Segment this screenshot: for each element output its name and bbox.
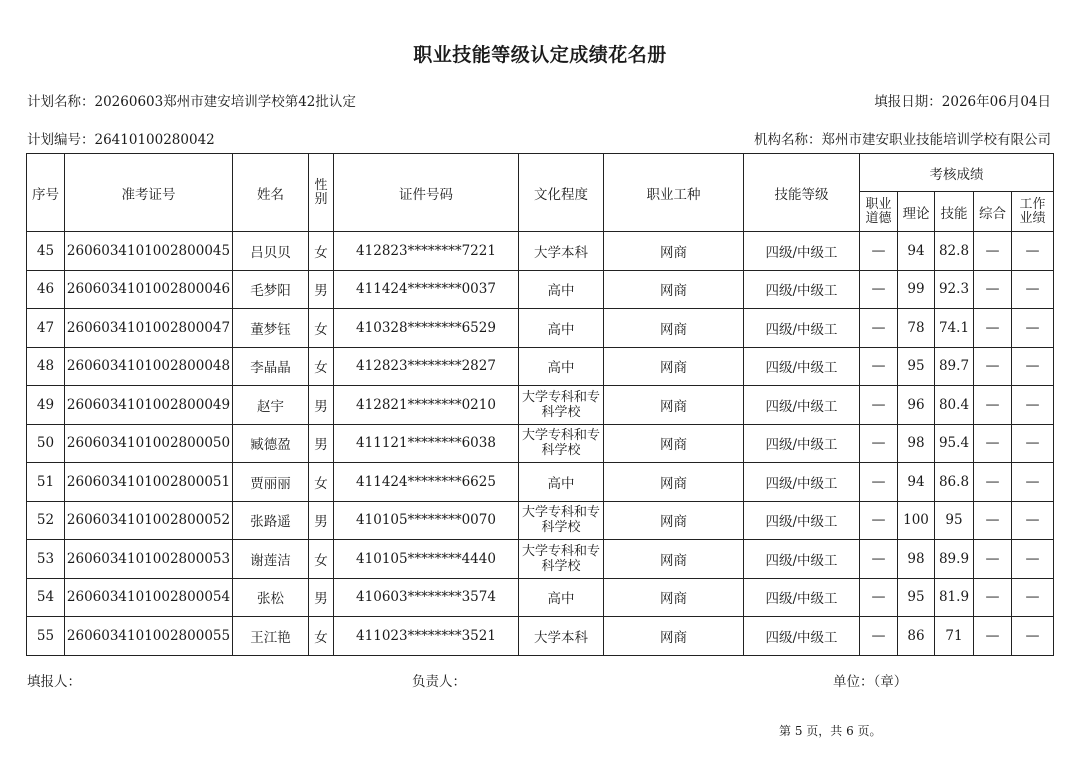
cell-overall: — — [974, 540, 1012, 579]
cell-job: 网商 — [604, 501, 744, 540]
cell-ticket: 2606034101002800050 — [65, 424, 233, 463]
cell-ethics: — — [860, 617, 898, 656]
cell-overall: — — [974, 347, 1012, 386]
cell-overall: — — [974, 501, 1012, 540]
cell-performance: — — [1012, 347, 1054, 386]
cell-overall: — — [974, 309, 1012, 348]
header-scores: 考核成绩 — [860, 154, 1054, 192]
cell-id: 411424********0037 — [334, 270, 519, 309]
cell-name: 谢莲洁 — [233, 540, 309, 579]
cell-performance: — — [1012, 386, 1054, 425]
cell-level: 四级/中级工 — [744, 309, 860, 348]
cell-gender: 男 — [309, 386, 334, 425]
header-gender — [309, 154, 334, 232]
cell-skill: 95 — [935, 501, 974, 540]
cell-id: 412823********2827 — [334, 347, 519, 386]
header-ethics-label: 职业道德 — [865, 196, 892, 226]
header-skill: 技能 — [935, 192, 974, 232]
cell-edu — [519, 424, 604, 463]
cell-ticket: 2606034101002800055 — [65, 617, 233, 656]
header-gender-label: 性别 — [314, 177, 328, 207]
cell-ethics: — — [860, 540, 898, 579]
cell-level: 四级/中级工 — [744, 424, 860, 463]
cell-performance: — — [1012, 578, 1054, 617]
cell-level: 四级/中级工 — [744, 232, 860, 271]
table-row — [27, 347, 1054, 386]
cell-id: 410603********3574 — [334, 578, 519, 617]
cell-ticket: 2606034101002800047 — [65, 309, 233, 348]
cell-edu-text: 大学专科和专科学校 — [522, 543, 601, 574]
cell-ethics: — — [860, 347, 898, 386]
cell-skill: 92.3 — [935, 270, 974, 309]
cell-level: 四级/中级工 — [744, 540, 860, 579]
cell-gender: 女 — [309, 617, 334, 656]
cell-edu: 大学本科 — [519, 232, 604, 271]
cell-name: 张路遥 — [233, 501, 309, 540]
header-job: 职业工种 — [604, 154, 744, 232]
cell-theory: 96 — [898, 386, 935, 425]
page-title: 职业技能等级认定成绩花名册 — [413, 44, 667, 66]
header-performance — [1012, 192, 1054, 232]
table-row — [27, 386, 1054, 425]
cell-job: 网商 — [604, 424, 744, 463]
cell-ethics: — — [860, 463, 898, 502]
cell-skill: 81.9 — [935, 578, 974, 617]
footer-responsible: 负责人： — [412, 674, 466, 690]
cell-edu-text: 大学专科和专科学校 — [522, 389, 601, 420]
cell-seq: 45 — [27, 232, 65, 271]
cell-seq: 54 — [27, 578, 65, 617]
cell-overall: — — [974, 617, 1012, 656]
header-theory: 理论 — [898, 192, 935, 232]
table-row — [27, 463, 1054, 502]
cell-performance: — — [1012, 463, 1054, 502]
cell-job: 网商 — [604, 540, 744, 579]
cell-edu: 高中 — [519, 309, 604, 348]
cell-seq: 48 — [27, 347, 65, 386]
cell-name: 臧德盈 — [233, 424, 309, 463]
cell-overall: — — [974, 232, 1012, 271]
cell-name: 董梦钰 — [233, 309, 309, 348]
cell-ethics: — — [860, 309, 898, 348]
cell-theory: 98 — [898, 540, 935, 579]
cell-id: 410105********0070 — [334, 501, 519, 540]
cell-id: 411121********6038 — [334, 424, 519, 463]
cell-job: 网商 — [604, 617, 744, 656]
cell-edu — [519, 540, 604, 579]
cell-gender: 女 — [309, 463, 334, 502]
cell-name: 吕贝贝 — [233, 232, 309, 271]
cell-job: 网商 — [604, 578, 744, 617]
table-row — [27, 617, 1054, 656]
cell-level: 四级/中级工 — [744, 578, 860, 617]
cell-level: 四级/中级工 — [744, 347, 860, 386]
cell-theory: 95 — [898, 578, 935, 617]
cell-level: 四级/中级工 — [744, 386, 860, 425]
cell-theory: 94 — [898, 463, 935, 502]
cell-ticket: 2606034101002800046 — [65, 270, 233, 309]
cell-id: 411023********3521 — [334, 617, 519, 656]
header-edu: 文化程度 — [519, 154, 604, 232]
cell-edu: 大学本科 — [519, 617, 604, 656]
table-row — [27, 578, 1054, 617]
cell-seq: 46 — [27, 270, 65, 309]
cell-overall: — — [974, 386, 1012, 425]
cell-gender: 女 — [309, 232, 334, 271]
plan-code: 计划编号：26410100280042 — [27, 132, 215, 148]
header-overall: 综合 — [974, 192, 1012, 232]
cell-performance: — — [1012, 617, 1054, 656]
cell-theory: 100 — [898, 501, 935, 540]
header-level: 技能等级 — [744, 154, 860, 232]
header-id: 证件号码 — [334, 154, 519, 232]
cell-job: 网商 — [604, 463, 744, 502]
cell-theory: 78 — [898, 309, 935, 348]
cell-gender: 女 — [309, 347, 334, 386]
cell-performance: — — [1012, 309, 1054, 348]
cell-skill: 86.8 — [935, 463, 974, 502]
cell-level: 四级/中级工 — [744, 463, 860, 502]
cell-level: 四级/中级工 — [744, 617, 860, 656]
header-performance-label: 工作业绩 — [1019, 196, 1046, 226]
cell-gender: 女 — [309, 309, 334, 348]
cell-ethics: — — [860, 270, 898, 309]
table-row — [27, 540, 1054, 579]
cell-name: 贾丽丽 — [233, 463, 309, 502]
cell-ticket: 2606034101002800054 — [65, 578, 233, 617]
footer-reporter: 填报人： — [27, 674, 81, 690]
cell-overall: — — [974, 424, 1012, 463]
roster-table — [26, 153, 1054, 656]
cell-job: 网商 — [604, 309, 744, 348]
cell-id: 410328********6529 — [334, 309, 519, 348]
cell-ticket: 2606034101002800051 — [65, 463, 233, 502]
cell-seq: 55 — [27, 617, 65, 656]
cell-level: 四级/中级工 — [744, 501, 860, 540]
cell-edu-text: 大学专科和专科学校 — [522, 505, 601, 536]
cell-skill: 95.4 — [935, 424, 974, 463]
cell-edu: 高中 — [519, 347, 604, 386]
cell-performance: — — [1012, 540, 1054, 579]
cell-edu — [519, 386, 604, 425]
cell-ticket: 2606034101002800045 — [65, 232, 233, 271]
cell-ticket: 2606034101002800053 — [65, 540, 233, 579]
cell-name: 张松 — [233, 578, 309, 617]
cell-edu: 高中 — [519, 270, 604, 309]
cell-ethics: — — [860, 424, 898, 463]
cell-ethics: — — [860, 386, 898, 425]
cell-ticket: 2606034101002800049 — [65, 386, 233, 425]
page-indicator: 第 5 页，共 6 页。 — [779, 724, 882, 738]
org-name: 机构名称：郑州市建安职业技能培训学校有限公司 — [754, 132, 1051, 148]
table-row — [27, 309, 1054, 348]
cell-skill: 74.1 — [935, 309, 974, 348]
cell-seq: 49 — [27, 386, 65, 425]
cell-seq: 52 — [27, 501, 65, 540]
cell-seq: 47 — [27, 309, 65, 348]
cell-skill: 80.4 — [935, 386, 974, 425]
report-date: 填报日期：2026年06月04日 — [874, 94, 1051, 110]
cell-overall: — — [974, 270, 1012, 309]
cell-edu — [519, 501, 604, 540]
cell-overall: — — [974, 463, 1012, 502]
cell-name: 毛梦阳 — [233, 270, 309, 309]
cell-performance: — — [1012, 270, 1054, 309]
table-row — [27, 270, 1054, 309]
cell-edu: 高中 — [519, 463, 604, 502]
footer-unit: 单位：（章） — [833, 674, 908, 690]
cell-job: 网商 — [604, 232, 744, 271]
cell-job: 网商 — [604, 270, 744, 309]
cell-name: 李晶晶 — [233, 347, 309, 386]
cell-ethics: — — [860, 501, 898, 540]
cell-id: 411424********6625 — [334, 463, 519, 502]
cell-performance: — — [1012, 232, 1054, 271]
cell-id: 410105********4440 — [334, 540, 519, 579]
cell-performance: — — [1012, 501, 1054, 540]
cell-edu-text: 大学专科和专科学校 — [522, 428, 601, 459]
cell-skill: 82.8 — [935, 232, 974, 271]
header-ticket: 准考证号 — [65, 154, 233, 232]
cell-ethics: — — [860, 232, 898, 271]
cell-job: 网商 — [604, 347, 744, 386]
roster-body — [27, 232, 1054, 656]
plan-name: 计划名称：20260603郑州市建安培训学校第42批认定 — [27, 94, 356, 110]
cell-name: 赵宇 — [233, 386, 309, 425]
cell-skill: 71 — [935, 617, 974, 656]
header-seq: 序号 — [27, 154, 65, 232]
cell-gender: 男 — [309, 578, 334, 617]
table-row — [27, 232, 1054, 271]
cell-id: 412823********7221 — [334, 232, 519, 271]
cell-theory: 94 — [898, 232, 935, 271]
cell-theory: 95 — [898, 347, 935, 386]
cell-ethics: — — [860, 578, 898, 617]
cell-name: 王江艳 — [233, 617, 309, 656]
cell-seq: 53 — [27, 540, 65, 579]
cell-job: 网商 — [604, 386, 744, 425]
cell-seq: 51 — [27, 463, 65, 502]
header-ethics — [860, 192, 898, 232]
cell-gender: 男 — [309, 424, 334, 463]
cell-skill: 89.7 — [935, 347, 974, 386]
cell-id: 412821********0210 — [334, 386, 519, 425]
cell-skill: 89.9 — [935, 540, 974, 579]
cell-level: 四级/中级工 — [744, 270, 860, 309]
header-name: 姓名 — [233, 154, 309, 232]
cell-edu: 高中 — [519, 578, 604, 617]
cell-theory: 86 — [898, 617, 935, 656]
table-row — [27, 424, 1054, 463]
cell-ticket: 2606034101002800052 — [65, 501, 233, 540]
table-row — [27, 501, 1054, 540]
cell-seq: 50 — [27, 424, 65, 463]
cell-ticket: 2606034101002800048 — [65, 347, 233, 386]
cell-performance: — — [1012, 424, 1054, 463]
cell-theory: 99 — [898, 270, 935, 309]
cell-gender: 女 — [309, 540, 334, 579]
cell-overall: — — [974, 578, 1012, 617]
cell-gender: 男 — [309, 501, 334, 540]
cell-theory: 98 — [898, 424, 935, 463]
cell-gender: 男 — [309, 270, 334, 309]
